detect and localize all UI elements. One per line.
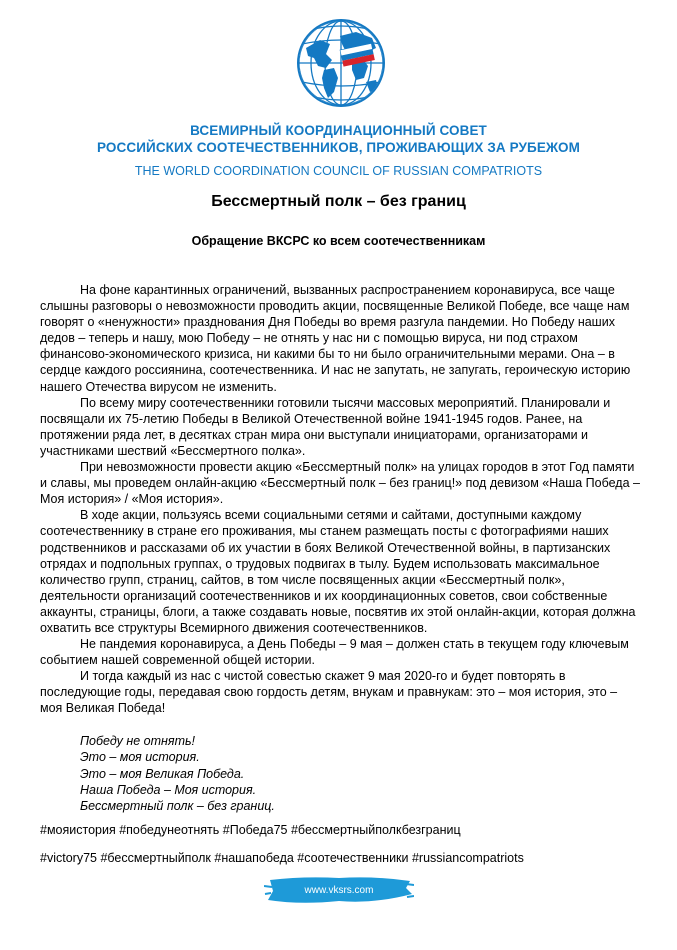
paragraph: В ходе акции, пользуясь всеми социальными сетями и сайтами, доступными каждому соотечественнику в стране его проживания, мы станем размещать посты с фотографиями наших родственников и рассказами об их участии в боях Великой Отечественной войны, в партизанских отрядах и подпольных группах, о трудовых подвигах в тылу. Будем использовать максимальное количество групп, страниц, сайтов, в том числе посвященных акции «Бессмертный полк», деятельности организаций соотечественников и их координационных советов, свои собственные аккаунты, страницы, блоги, а также создавать новые, посвятив их этой онлайн-акции, которая должна охватить все структуры Всемирного движения соотечественников. [40, 508, 636, 635]
website-link[interactable]: www.vksrs.com [304, 885, 374, 896]
poem-line: Бессмертный полк – без границ. [80, 799, 275, 814]
org-name-en: THE WORLD COORDINATION COUNCIL OF RUSSIAN COMPATRIOTS [134, 164, 543, 178]
hashtags-ru: #мояистория #победунеотнять #Победа75 #бессмертныйполкбезграниц [40, 823, 461, 837]
org-name-ru-line2: РОССИЙСКИХ СООТЕЧЕСТВЕННИКОВ, ПРОЖИВАЮЩИХ ЗА РУБЕЖОМ [96, 140, 581, 155]
paragraph: И тогда каждый из нас с чистой совестью скажет 9 мая 2020-го и будет повторять в последующие годы, передавая свою гордость детям, внукам и правнукам: это – моя история, это – моя Великая Победа! [40, 669, 618, 716]
hashtags-mixed: #victory75 #бессмертныйполк #нашапобеда #соотечественники #russiancompatriots [40, 851, 524, 865]
poem-line: Победу не отнять! [80, 734, 196, 748]
poem-line: Это – моя история. [80, 750, 200, 765]
org-name-ru-line1: ВСЕМИРНЫЙ КООРДИНАЦИОННЫЙ СОВЕТ [190, 123, 487, 138]
paragraph: Не пандемия коронавируса, а День Победы – 9 мая – должен стать в текущем году ключевым событием нашей современной общей истории. [40, 637, 629, 668]
page-title: Бессмертный полк – без границ [211, 193, 466, 210]
page-subtitle: Обращение ВКСРС ко всем соотечественникам [191, 234, 486, 248]
paragraph: При невозможности провести акцию «Бессмертный полк» на улицах городов в этот Год памяти и славы, мы проведем онлайн-акцию «Бессмертный полк – без границ!» под девизом «Наша Победа – Моя история» / «Моя история». [40, 460, 640, 507]
poem-line: Это – моя Великая Победа. [80, 766, 245, 781]
paragraph: По всему миру соотечественники готовили тысячи массовых мероприятий. Планировали и посвящали их 75-летию Победы в Великой Отечественной войне 1941-1945 годов. Ранее, на протяжении ряда лет, в десятках стран мира они выступали инициаторами, организаторами и участниками шествий «Бессмертного полка». [40, 395, 611, 458]
appeal-body [40, 282, 640, 717]
globe-logo-icon [296, 8, 386, 118]
poem [80, 733, 275, 814]
poem-line: Наша Победа – Моя история. [80, 782, 257, 797]
paragraph: На фоне карантинных ограничений, вызванных распространением коронавируса, все чаще слышны разговоры о невозможности проводить акции, посвященные Великой Победе, все чаще нам говорят о «ненужности» празднования Дня Победы во время разгула пандемии. Но Победу наших дедов – теперь и нашу, мою Победу – не отнять у нас ни с помощью вируса, ни под страхом финансово-экономического кризиса, ни какими бы то ни было ограничительными мерами. Она – в сердце каждого россиянина, соотечественника. И нас не запутать, не запугать, героическую историю нашего Отечества вирусом не изменить. [40, 283, 631, 394]
